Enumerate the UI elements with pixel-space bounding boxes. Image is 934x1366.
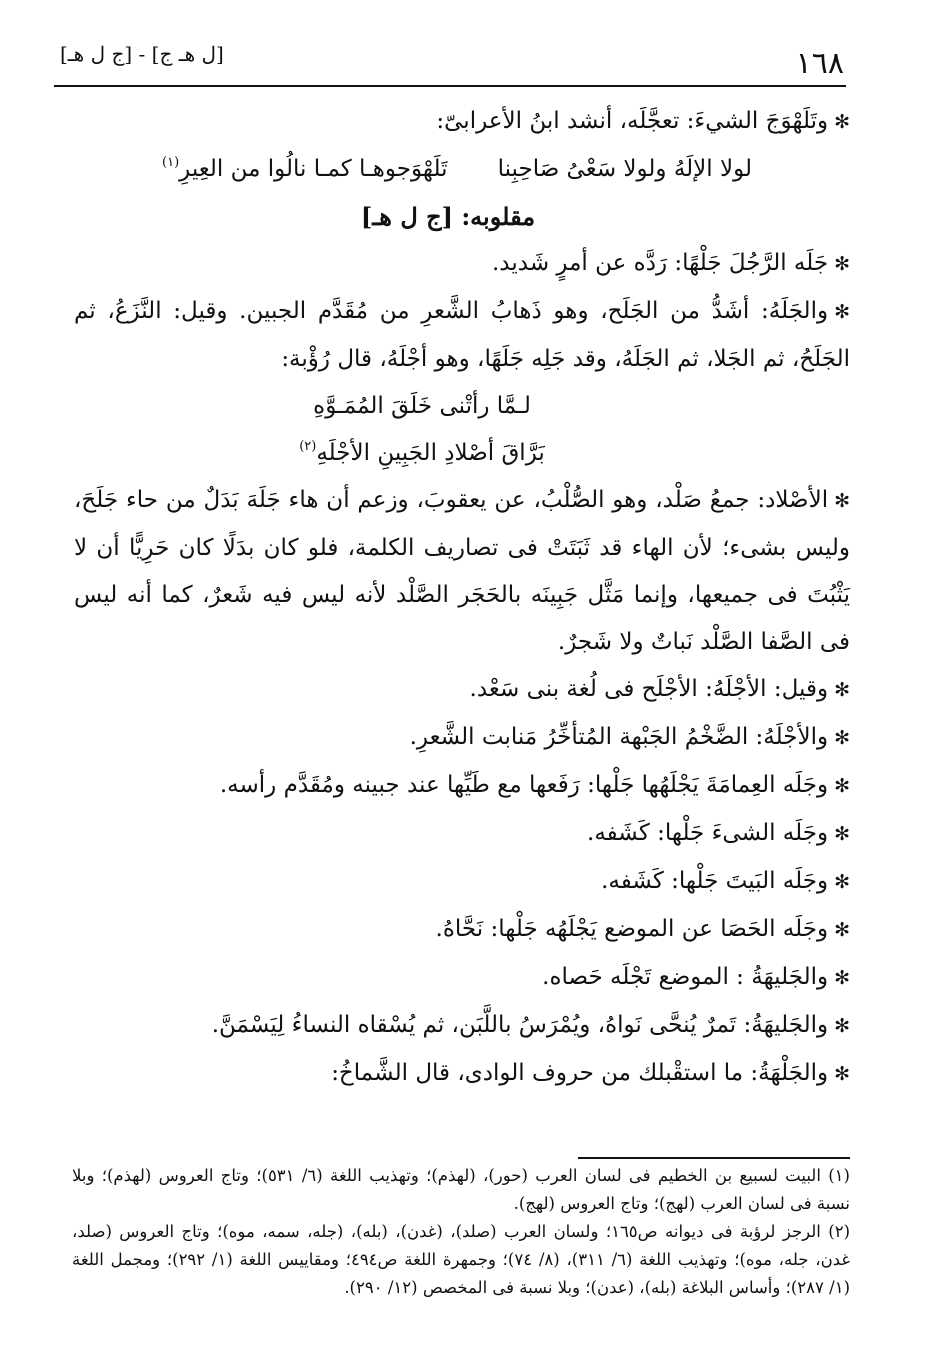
entry-1-text: وتَلَهْوَجَ الشيءَ: تعجَّلَه، أنشد ابنُ الأعرابىّ: (436, 108, 829, 134)
footnote-ref-1: (١) (162, 155, 180, 170)
entry-13 (74, 1050, 850, 1098)
entry-11-text: والجَليهَةُ : الموضع تَجْلَه حَصاه. (542, 964, 829, 990)
entry-8-text: وجَلَه الشىءَ جَلْها: كَشَفه. (587, 820, 829, 846)
entry-marker-icon: ✻ (834, 111, 850, 133)
footnotes (72, 1162, 850, 1302)
footnote-2: (٢) الرجز لرؤبة فى ديوانه ص١٦٥؛ ولسان العرب (صلد)، (غدن)، (بله)، (جله، سمه، موه)؛ وتاج العروس (صلد، غدن، جله، موه)؛ وتهذيب اللغة (٦/ ٣١١)، (٨/ ٧٤)؛ وجمهرة اللغة ص٤٩٤؛ ومقاييس اللغة (١/ ٢٩٢)؛ ومجمل اللغة (١/ ٢٨٧)؛ وأساس البلاغة (بله)، (عدن)؛ وبلا نسبة فى المخصص (١٢/ ٢٩٠). (72, 1222, 851, 1297)
entry-9-text: وجَلَه البَيتَ جَلْها: كَشَفه. (601, 868, 829, 894)
entry-9 (74, 858, 850, 906)
entry-marker-icon: ✻ (834, 301, 850, 323)
verse-2-line-1: لـمَّا رأتْنى خَلَقَ المُمَـوَّهِ (313, 393, 531, 419)
verse-1-first-hemistich: لولا الإلَهُ ولولا سَعْىُ صَاحِبِنا (497, 156, 752, 182)
body-text (74, 98, 850, 1098)
header-rule (54, 85, 846, 87)
entry-marker-icon: ✻ (834, 1063, 850, 1085)
entry-marker-icon: ✻ (834, 490, 850, 512)
entry-1 (74, 98, 850, 146)
entry-4 (74, 477, 850, 666)
entry-10-text: وجَلَه الحَصَا عن الموضع يَجْلَهُه جَلْها: نَحَّاهُ. (435, 916, 829, 942)
entry-6-text: والأجْلَهُ: الضَّخْمُ الجَبْهة المُتأخِّرُ مَنابت الشَّعرِ. (409, 724, 829, 750)
entry-6 (74, 714, 850, 762)
entry-3-text: والجَلَهُ: أشَدُّ من الجَلَح، وهو ذَهابُ الشَّعرِ من مُقَدَّم الجبين. وقيل: النَّزَعُ، ثم الجَلَحُ، ثم الجَلا، ثم الجَلَهُ، وقد جَلِه جَلَهًا، وهو أجْلَهُ، قال رُؤْبة: (74, 298, 850, 372)
verse-1 (74, 146, 850, 193)
entry-marker-icon: ✻ (834, 253, 850, 275)
entry-2 (74, 240, 850, 288)
footnote-rule (578, 1157, 850, 1159)
footnote-ref-2: (٢) (299, 439, 317, 454)
entry-marker-icon: ✻ (834, 1015, 850, 1037)
verse-1-second-hemistich (162, 146, 448, 193)
entry-5 (74, 666, 850, 714)
section-heading: مقلوبه: [ج ل هـ] (360, 202, 536, 231)
entry-marker-icon: ✻ (834, 919, 850, 941)
entry-marker-icon: ✻ (834, 727, 850, 749)
entry-11 (74, 954, 850, 1002)
entry-marker-icon: ✻ (834, 823, 850, 845)
entry-5-text: وقيل: الأجْلَهُ: الأجْلَح فى لُغة بنى سَعْد. (469, 676, 829, 702)
entry-8 (74, 810, 850, 858)
page-number: ١٦٨ (795, 46, 844, 81)
entry-13-text: والجَلْهَةُ: ما استقْبلك من حروف الوادى، قال الشَّماخُ: (331, 1060, 829, 1086)
entry-marker-icon: ✻ (834, 967, 850, 989)
entry-2-text: جَلَه الرَّجُلَ جَلْهًا: رَدَّه عن أمرٍ شَديد. (491, 250, 829, 276)
entry-marker-icon: ✻ (834, 871, 850, 893)
verse-1-second-hemistich-text: تَلَهْوَجوهـا كمـا نالُوا من العِيرِ (179, 156, 448, 182)
entry-12 (74, 1002, 850, 1050)
entry-7 (74, 762, 850, 810)
entry-3 (74, 288, 850, 383)
entry-10 (74, 906, 850, 954)
verse-2-line-2 (74, 430, 850, 477)
entry-7-text: وجَلَه العِمامَةَ يَجْلَهُها جَلْها: رَفَعها مع طَيِّها عند جبينه ومُقَدَّم رأسه. (219, 772, 829, 798)
entry-4-text: الأصْلاد: جمعُ صَلْد، وهو الصُّلْبُ، عن يعقوبَ، وزعم أن هاء جَلَهَ بَدَلٌ من حاء جَلَحَ، وليس بشىء؛ لأن الهاء قد ثَبَتَتْ فى تصاريف الكلمة، فلو كان بدَلًا كان حَرِيًّا أن لا يَثْبُتَ فى جميعها، وإنما مَثَّل جَبِينَه بالحَجَر الصَّلْد لأنه ليس فيه شَعرٌ، كما أنه ليس فى الصَّفا الصَّلْد نَباتٌ ولا شَجرٌ. (74, 487, 850, 655)
entry-marker-icon: ✻ (834, 775, 850, 797)
footnote-1: (١) البيت لسبيع بن الخطيم فى لسان العرب (حور)، (لهذم)؛ وتهذيب اللغة (٦/ ٥٣١)؛ وتاج العروس (لهذم)؛ وبلا نسبة فى لسان العرب (لهج)؛ وتاج العروس (لهج). (72, 1166, 850, 1213)
entry-12-text: والجَليهَةُ: تَمرٌ يُنحَّى نَواهُ، ويُمْرَسُ باللَّبَن، ثم يُسْقاه النساءُ لِيَسْمَنَّ. (211, 1012, 829, 1038)
verse-2-line-2-text: بَرَّاقَ أصْلادِ الجَبِينِ الأجْلَهِ (316, 440, 545, 466)
entry-marker-icon: ✻ (834, 679, 850, 701)
running-head: [ل هـ ج] - [ج ل هـ] (60, 42, 224, 66)
